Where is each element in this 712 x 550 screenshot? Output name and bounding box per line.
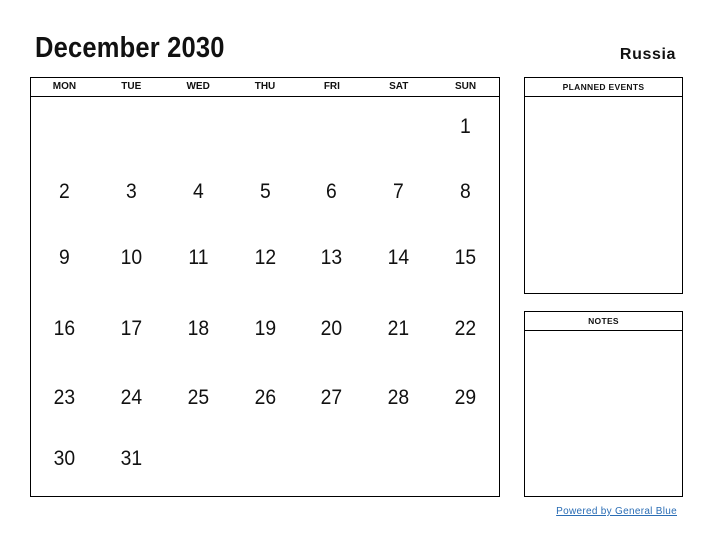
day-cell: 10 xyxy=(120,246,143,269)
weekday-tue: TUE xyxy=(121,81,142,92)
weekday-sun: SUN xyxy=(455,81,477,92)
day-cell: 30 xyxy=(53,447,76,470)
day-cell: 14 xyxy=(387,246,410,269)
day-cell: 9 xyxy=(59,246,70,269)
day-cell: 8 xyxy=(460,180,471,203)
calendar-week xyxy=(31,97,499,162)
weekday-sat: SAT xyxy=(389,81,409,92)
notes-panel xyxy=(524,311,683,497)
day-cell xyxy=(368,431,430,496)
page-title: December 2030 xyxy=(35,32,225,64)
calendar-week xyxy=(31,162,499,228)
day-cell: 3 xyxy=(125,180,137,203)
planned-events-panel xyxy=(524,77,683,294)
day-cell xyxy=(435,431,497,496)
weekday-thu: THU xyxy=(254,81,276,92)
notes-heading: NOTES xyxy=(525,312,682,331)
day-cell: 19 xyxy=(254,317,276,340)
day-cell: 1 xyxy=(460,115,471,138)
country-label: Russia xyxy=(619,46,676,63)
day-cell xyxy=(167,431,229,496)
day-cell: 24 xyxy=(120,386,143,409)
day-cell: 28 xyxy=(387,386,410,409)
day-cell: 29 xyxy=(454,386,477,409)
day-cell xyxy=(301,431,363,496)
calendar-week xyxy=(31,366,499,431)
day-cell: 5 xyxy=(259,180,271,203)
day-cell: 22 xyxy=(454,317,477,340)
weekday-mon: MON xyxy=(52,81,77,92)
day-cell: 18 xyxy=(187,317,209,340)
day-cell: 11 xyxy=(188,246,209,269)
day-cell: 25 xyxy=(187,386,209,409)
day-cell: 26 xyxy=(254,386,276,409)
day-cell: 6 xyxy=(326,180,338,203)
day-cell: 13 xyxy=(321,246,343,269)
weekday-wed: WED xyxy=(186,81,210,92)
day-cell: 23 xyxy=(53,386,76,409)
day-cell: 2 xyxy=(59,180,70,203)
day-cell xyxy=(301,97,363,162)
day-cell: 15 xyxy=(454,246,477,269)
day-cell: 31 xyxy=(120,447,143,470)
calendar-week xyxy=(31,297,499,366)
weekday-fri: FRI xyxy=(323,81,340,92)
day-cell xyxy=(167,97,229,162)
day-cell: 20 xyxy=(321,317,343,340)
day-cell: 21 xyxy=(387,317,410,340)
day-cell: 16 xyxy=(53,317,76,340)
day-cell: 27 xyxy=(321,386,343,409)
day-cell: 12 xyxy=(254,246,276,269)
day-cell xyxy=(234,97,296,162)
day-cell xyxy=(101,97,163,162)
day-cell: 7 xyxy=(393,180,405,203)
day-cell: 4 xyxy=(192,180,204,203)
calendar-week xyxy=(31,431,499,496)
calendar-grid xyxy=(30,77,500,497)
weekday-header xyxy=(31,78,499,97)
planned-events-heading: PLANNED EVENTS xyxy=(525,78,682,97)
day-cell xyxy=(234,431,296,496)
day-cell: 17 xyxy=(120,317,143,340)
powered-by-link[interactable]: Powered by General Blue xyxy=(556,506,677,517)
calendar-weeks xyxy=(31,97,499,496)
day-cell xyxy=(34,97,96,162)
day-cell xyxy=(368,97,430,162)
calendar-week xyxy=(31,228,499,297)
